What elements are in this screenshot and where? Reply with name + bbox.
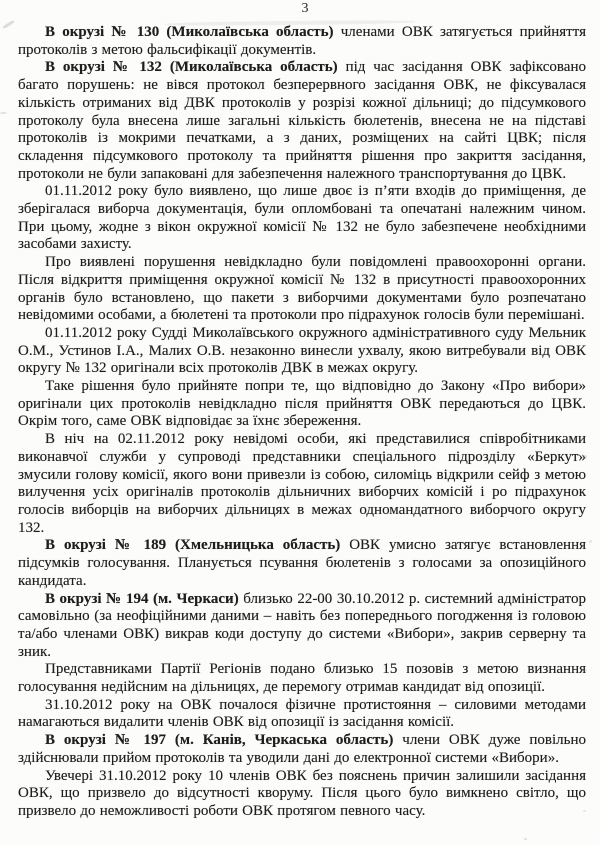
- paragraph-text: Представниками Партії Регіонів подано близько 15 позовів з метою визнання голосування недійсним на дільницях, де перемогу отримав кандидат від опозиції.: [18, 661, 586, 696]
- paragraph-text: 01.11.2012 року було виявлено, що лише двоє із п’яти входів до приміщення, де зберігалася виборча документація, були опломбовані та опечатані належним чином. При цьому, жодне з вікон окружної комісії № 132 не було забезпечене необхідними засобами захисту.: [18, 183, 586, 253]
- paragraph-text: В ніч на 02.11.2012 року невідомі особи, які представилися співробітниками виконавчої служби у супроводі представники спеціального підрозділу «Беркут» змусили голову комісії, якого вони привезли із собою, силоміць відкрили сейф з метою вилучення усіх оригіналів протоколів дільничних виборчих комісій і ро підрахунок голосів виборців на виборчих дільницях в межах одномандатного виборчого округу 132.: [18, 431, 586, 536]
- paragraph: [18, 183, 586, 254]
- scan-speck: [589, 540, 592, 543]
- district-heading: В окрузі № 130 (Миколаївська область): [45, 24, 334, 40]
- district-heading: В окрузі № 194 (м. Черкаси): [45, 590, 239, 607]
- paragraph: [18, 768, 586, 821]
- paragraph: [18, 591, 586, 662]
- paragraph: [18, 325, 586, 378]
- document-body: [18, 24, 586, 821]
- paragraph-text: Таке рішення було прийняте попри те, що відповідно до Закону «Про вибори» оригінали цих протоколів невідкладно після прийняття ОВК передаються до ЦВК. Окрім того, саме ОВК відповідає за їхнє збереження.: [18, 378, 586, 430]
- paragraph: [18, 697, 586, 732]
- district-heading: В окрузі № 132 (Миколаївська область): [45, 59, 338, 76]
- paragraph-text: близько 22-00 30.10.2012 р. системний адміністратор самовільно (за неофіційними даними – навіть без попереднього погодження із головою та/або членами ОВК) викрав коди доступу до системи «Вибори», закрив серверну та зник.: [18, 590, 586, 660]
- scan-artifact: [0, 112, 7, 114]
- paragraph-text: 31.10.2012 року на ОВК почалося фізичне протистояння – силовими методами намагаються видалити членів ОВК від опозиції із засідання комісії.: [18, 696, 586, 731]
- district-heading: В окрузі № 197 (м. Канів, Черкаська область): [45, 732, 394, 749]
- paragraph-text: членами ОВК затягується прийняття протоколів з метою фальсифікації документів.: [18, 24, 586, 58]
- paragraph: [18, 254, 586, 325]
- paragraph-text: Про виявлені порушення невідкладно були повідомлені правоохоронні органи. Після відкриття приміщення окружної комісії № 132 в присутності правоохоронних органів було встановлено, що пакети з виборчими документами було розпечатано невідомими особами, а бюлетені та протоколи про підрахунок голосів були перемішані.: [18, 254, 586, 324]
- scan-artifact: [2, 20, 15, 29]
- paragraph: [18, 537, 586, 590]
- paragraph: [18, 732, 586, 767]
- paragraph-text: ОВК умисно затягує встановлення підсумків голосування. Планується псування бюлетенів з голосами за опозиційного кандидата.: [18, 537, 586, 589]
- paragraph: [18, 378, 586, 431]
- paragraph-text: Увечері 31.10.2012 року 10 членів ОВК без пояснень причин залишили засідання ОВК, що призвело до відсутності кворуму. Після цього було вимкнено світло, що призвело до неможливості роботи ОВК протягом певного часу.: [18, 767, 586, 819]
- district-heading: В окрузі № 189 (Хмельницька область): [45, 537, 341, 554]
- paragraph-text: члени ОВК дуже повільно здійснювали прийом протоколів та уводили дані до електронної системи «Вибори».: [18, 732, 586, 766]
- paragraph-text: під час засідання ОВК зафіксовано багато порушень: не вівся протокол безперервного засідання ОВК, не фіксувалася кількість отриманих від ДВК протоколів у розрізі кожної дільниці; до підсумкового протоколу була внесена лише загальні кількість бюлетенів, внесена не на підставі протоколів із мокрими печатками, а з даних, розміщених на сайті ЦВК; після складення підсумкового протоколу та прийняття рішення про закриття засідання, протоколи не були запаковані для забезпечення належного транспортування до ЦВК.: [18, 59, 586, 182]
- page-number: 3: [301, 1, 309, 16]
- paragraph: [18, 661, 586, 696]
- paragraph: [18, 59, 586, 183]
- scan-speck: [524, 838, 527, 840]
- paragraph: [18, 431, 586, 537]
- paragraph: [18, 24, 586, 59]
- paragraph-text: 01.11.2012 року Судді Миколаївського окружного адміністративного суду Мельник О.М., Устинов І.А., Малих О.В. незаконно винесли ухвалу, якою витребували від ОВК округу № 132 оригінали всіх протоколів ДВК в межах округу.: [18, 324, 586, 377]
